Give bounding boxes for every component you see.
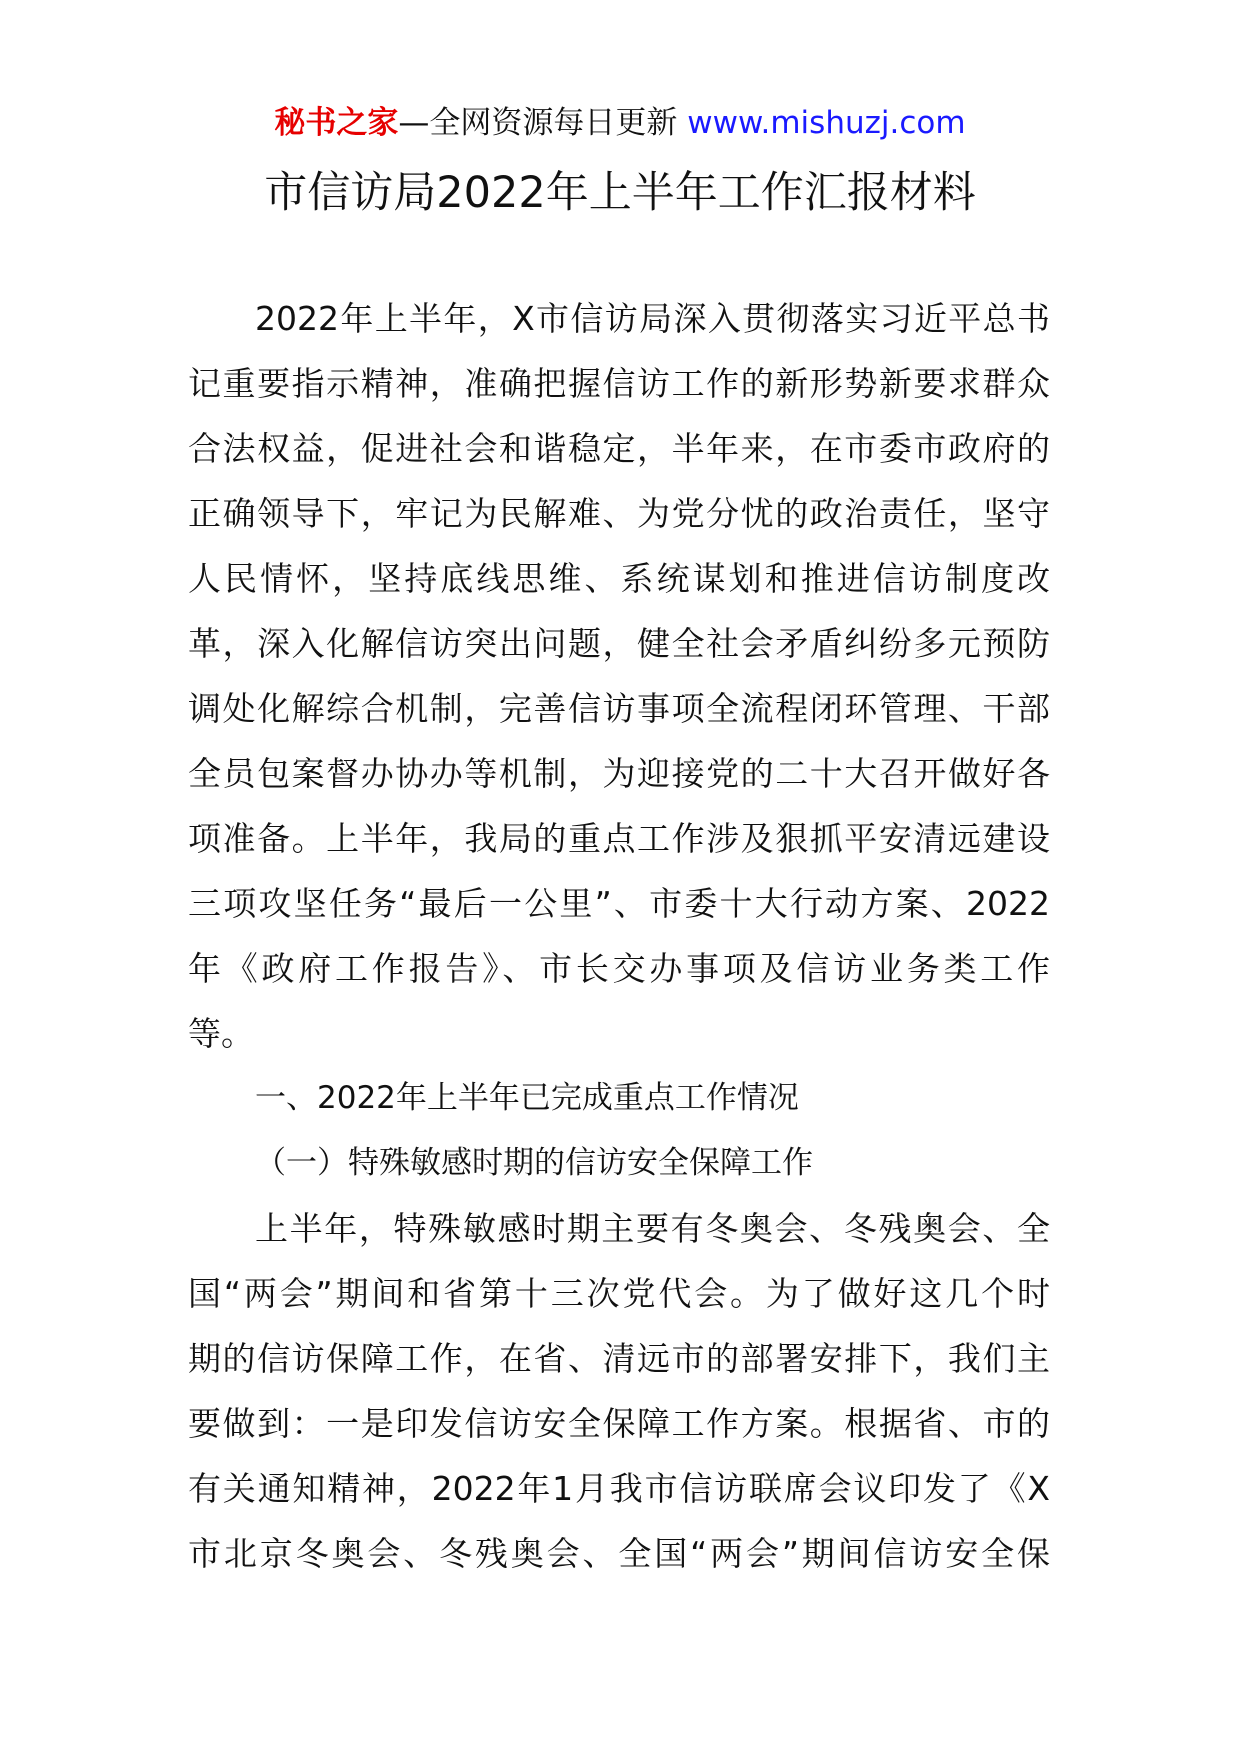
text-line: 期的信访保障工作，在省、清远市的部署安排下，我们主 <box>188 1339 1050 1378</box>
paragraph-1 <box>188 286 1050 1066</box>
banner-brand: 秘书之家 <box>274 105 399 141</box>
text-line: 革，深入化解信访突出问题，健全社会矛盾纠纷多元预防 <box>188 624 1050 663</box>
text-line: 年《政府工作报告》、市长交办事项及信访业务类工作 <box>188 949 1050 988</box>
banner-slogan: —全网资源每日更新 <box>398 105 678 141</box>
text-line: 合法权益，促进社会和谐稳定，半年来，在市委市政府的 <box>188 429 1050 468</box>
document-body <box>188 286 1050 1586</box>
document-title: 市信访局2022年上半年工作汇报材料 <box>264 168 976 218</box>
paragraph-2 <box>188 1196 1050 1586</box>
text-line: 要做到：一是印发信访安全保障工作方案。根据省、市的 <box>188 1404 1050 1443</box>
text-line: 等。 <box>188 1014 254 1053</box>
text-line: 三项攻坚任务“最后一公里”、市委十大行动方案、2022 <box>188 884 1050 923</box>
text-line: 国“两会”期间和省第十三次党代会。为了做好这几个时 <box>188 1274 1050 1313</box>
subsection-heading: （一）特殊敏感时期的信访安全保障工作 <box>255 1145 813 1181</box>
banner-url-link[interactable]: www.mishuzj.com <box>687 105 966 141</box>
section-heading: 一、2022年上半年已完成重点工作情况 <box>255 1080 799 1116</box>
text-line: 调处化解综合机制，完善信访事项全流程闭环管理、干部 <box>188 689 1050 728</box>
site-banner <box>0 100 1240 146</box>
text-line: 记重要指示精神，准确把握信访工作的新形势新要求群众 <box>188 364 1050 403</box>
text-line: 全员包案督办协办等机制，为迎接党的二十大召开做好各 <box>188 754 1050 793</box>
text-line: 市北京冬奥会、冬残奥会、全国“两会”期间信访安全保 <box>188 1534 1050 1573</box>
text-line: 上半年，特殊敏感时期主要有冬奥会、冬残奥会、全 <box>255 1209 1050 1248</box>
text-line: 项准备。上半年，我局的重点工作涉及狠抓平安清远建设 <box>188 819 1050 858</box>
text-line: 人民情怀，坚持底线思维、系统谋划和推进信访制度改 <box>188 559 1050 598</box>
text-line: 2022年上半年，X市信访局深入贯彻落实习近平总书 <box>255 299 1050 338</box>
text-line: 有关通知精神，2022年1月我市信访联席会议印发了《X <box>188 1469 1050 1508</box>
text-line: 正确领导下，牢记为民解难、为党分忧的政治责任，坚守 <box>188 494 1050 533</box>
